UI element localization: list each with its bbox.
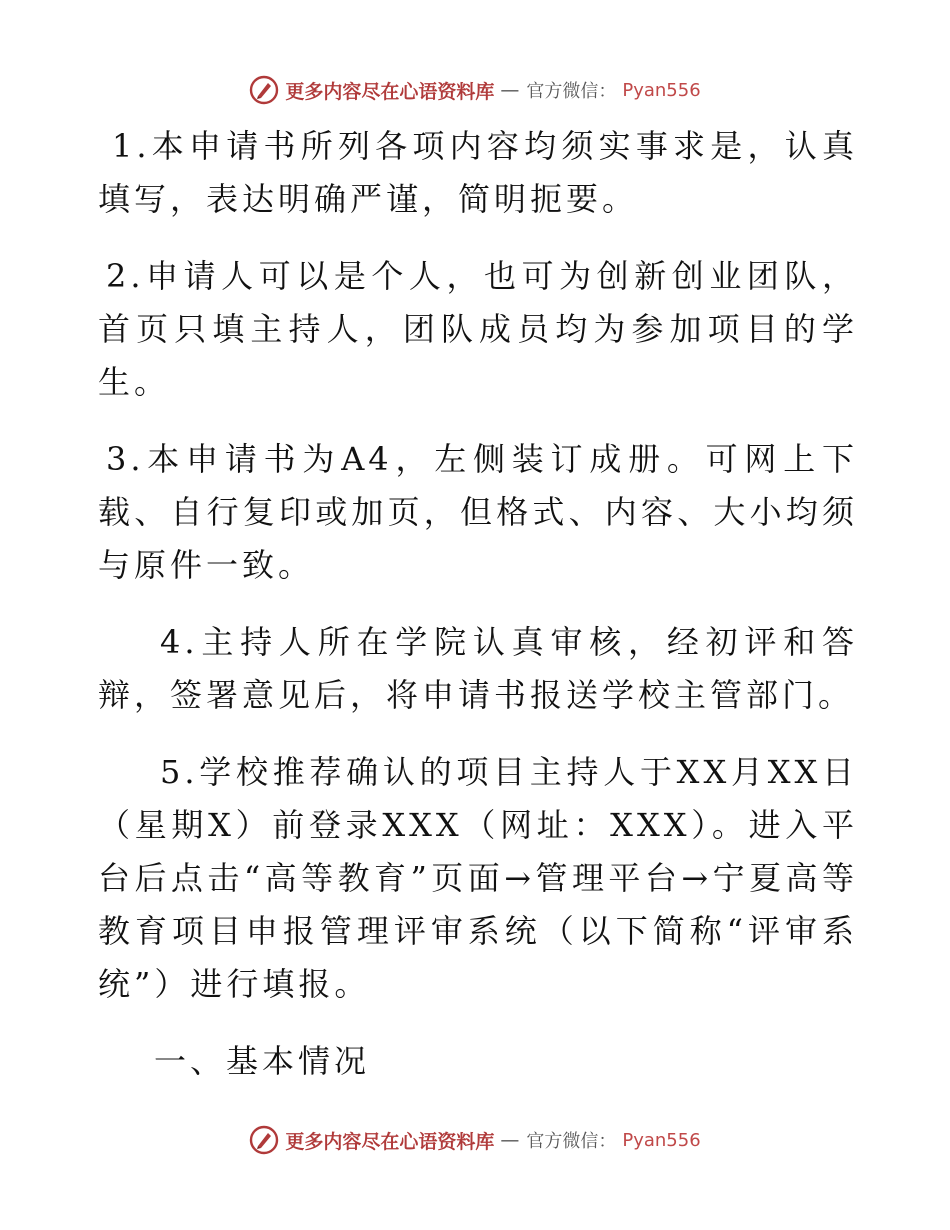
- pen-logo-icon: [249, 75, 279, 105]
- pen-logo-icon: [249, 1125, 279, 1155]
- instruction-paragraph-3: 3.本申请书为A4，左侧装订成册。可网上下载、自行复印或加页，但格式、内容、大小均须与原件一致。: [98, 440, 858, 584]
- watermark-official-label: 官方微信：: [526, 81, 617, 102]
- watermark-header: [0, 70, 950, 110]
- section-heading: 一、基本情况: [154, 1042, 371, 1080]
- instruction-paragraph-4: 4.主持人所在学院认真审核，经初评和答辩，签署意见后，将申请书报送学校主管部门。: [98, 623, 858, 714]
- watermark-text: 更多内容尽在心语资料库: [285, 1130, 495, 1153]
- instruction-paragraph-5: 5.学校推荐确认的项目主持人于XX月XX日（星期X）前登录XXX（网址：XXX）。进入平台后点击“高等教育”页面→管理平台→宁夏高等教育项目申报管理评审系统（以下简称“评审系统”）进行填报。: [98, 753, 858, 1003]
- watermark-wechat-id: Pyan556: [622, 79, 701, 101]
- document-body: [98, 120, 858, 1088]
- watermark-footer: [0, 1120, 950, 1160]
- watermark-separator: —: [500, 1129, 521, 1151]
- watermark-wechat-id: Pyan556: [622, 1129, 701, 1151]
- instruction-paragraph-2: 2.申请人可以是个人，也可为创新创业团队，首页只填主持人，团队成员均为参加项目的学生。: [98, 257, 858, 401]
- instruction-paragraph-1: 1.本申请书所列各项内容均须实事求是，认真填写，表达明确严谨，简明扼要。: [98, 127, 858, 218]
- watermark-official-label: 官方微信：: [526, 1131, 617, 1152]
- watermark-separator: —: [500, 79, 521, 101]
- watermark-text: 更多内容尽在心语资料库: [285, 80, 495, 103]
